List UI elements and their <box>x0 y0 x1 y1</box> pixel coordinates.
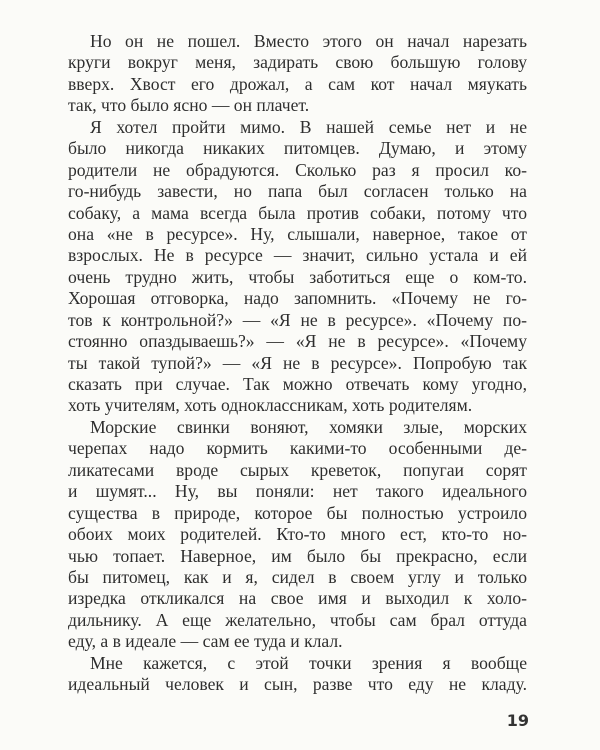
text-line: идеальный человек и сын, разве что еду не кладу. <box>68 674 527 695</box>
text-line: го-нибудь завести, но папа был согласен только на <box>68 181 527 202</box>
text-line: Я хотел пройти мимо. В нашей семье нет и не <box>90 116 527 137</box>
text-line: было никогда никаких питомцев. Думаю, и этому <box>68 138 527 159</box>
text-line: тов к контрольной?» — «Я не в ресурсе». «Почему по- <box>68 309 527 330</box>
text-line: ликатесами вроде сырых креветок, попугаи сорят <box>68 459 527 480</box>
text-line: бы питомец, как и я, сидел в своем углу и только <box>68 566 527 587</box>
paragraph <box>68 31 527 117</box>
text-line: очень трудно жить, чтобы заботиться еще о ком-то. <box>68 266 527 287</box>
body-text <box>68 31 527 696</box>
text-line: чью топает. Наверное, им было бы прекрасно, если <box>68 545 527 566</box>
paragraph <box>68 117 527 417</box>
text-line: родители не обрадуются. Сколько раз я просил ко- <box>68 159 527 180</box>
text-line: так, что было ясно — он плачет. <box>68 95 310 116</box>
text-line: изредка откликался на свое имя и выходил к холо- <box>68 588 527 609</box>
text-line: Морские свинки воняют, хомяки злые, морских <box>90 416 527 437</box>
paragraph <box>68 417 527 653</box>
text-line: ты такой тупой?» — «Я не в ресурсе». Попробую так <box>68 352 527 373</box>
text-line: Но он не пошел. Вместо этого он начал нарезать <box>90 31 527 51</box>
page-number: 19 <box>506 711 529 730</box>
text-line: существа в природе, которое бы полностью устроило <box>68 502 527 523</box>
paragraph <box>68 653 527 696</box>
text-line: круги вокруг меня, задирать свою большую голову <box>68 52 527 73</box>
text-line: и шумят... Ну, вы поняли: нет такого идеального <box>68 481 527 502</box>
text-line: вверх. Хвост его дрожал, а сам кот начал мяукать <box>68 73 527 94</box>
text-line: еду, а в идеале — сам ее туда и клал. <box>68 631 343 652</box>
text-line: взрослых. Не в ресурсе — значит, сильно устала и ей <box>68 245 527 266</box>
text-line: Мне кажется, с этой точки зрения я вообще <box>90 652 527 673</box>
text-line: хоть учителям, хоть одноклассникам, хоть родителям. <box>68 395 473 416</box>
text-line: она «не в ресурсе». Ну, слышали, наверное, такое от <box>68 223 527 244</box>
text-line: дильнику. А еще желательно, чтобы сам брал оттуда <box>68 609 527 630</box>
text-line: стоянно опаздываешь?» — «Я не в ресурсе». «Почему <box>68 331 527 352</box>
text-line: собаку, а мама всегда была против собаки, потому что <box>68 202 527 223</box>
text-line: сказать при случае. Так можно отвечать кому угодно, <box>68 374 527 394</box>
text-line: обоих моих родителей. Кто-то много ест, кто-то но- <box>68 524 527 545</box>
text-line: Хорошая отговорка, надо запомнить. «Почему не го- <box>68 288 527 309</box>
text-line: черепах надо кормить какими-то особенными де- <box>68 438 527 459</box>
